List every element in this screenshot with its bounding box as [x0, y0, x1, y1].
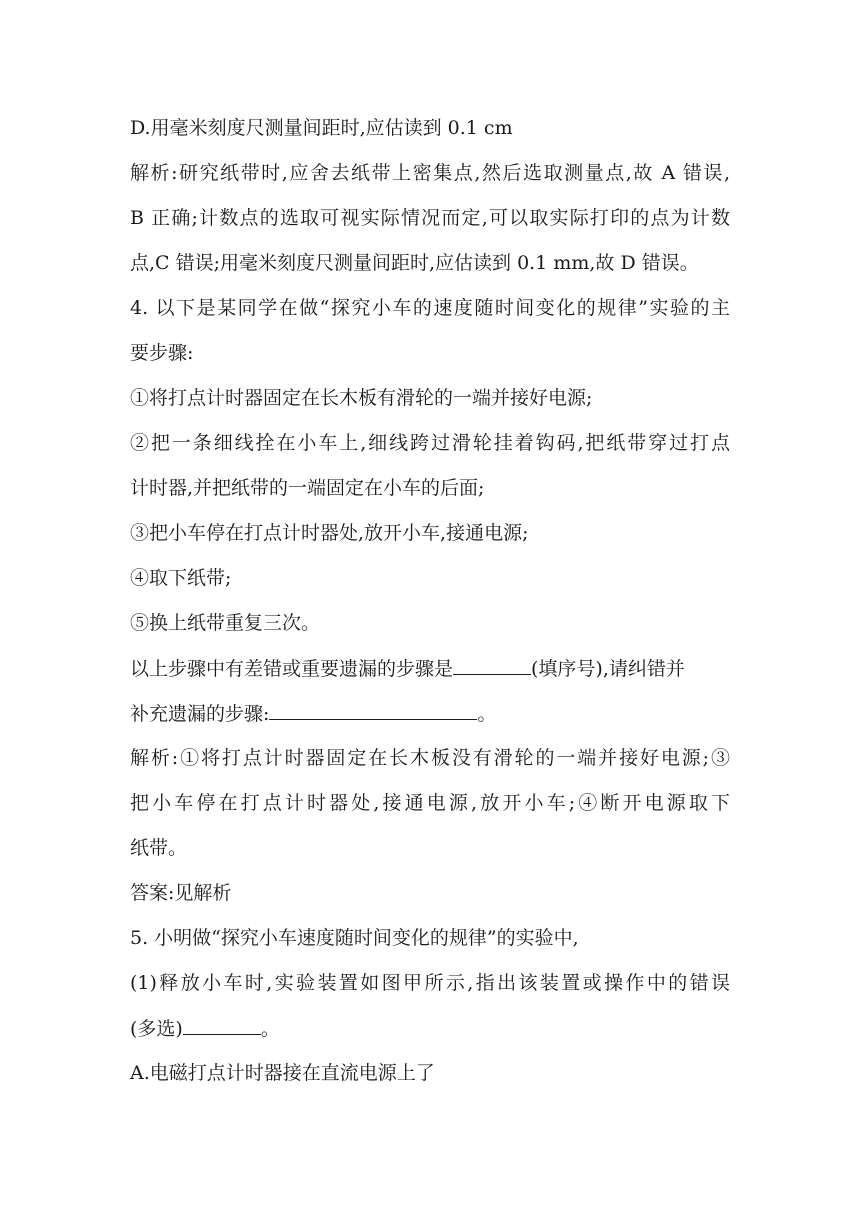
q4-prompt-text-a: 以上步骤中有差错或重要遗漏的步骤是	[130, 658, 454, 680]
q3-option-d: D.用毫米刻度尺测量间距时,应估读到 0.1 cm	[130, 117, 513, 139]
q4-answer-blank-2[interactable]	[269, 701, 477, 720]
q4-step-4: ④取下纸带;	[130, 567, 232, 589]
q4-step-3: ③把小车停在打点计时器处,放开小车,接通电源;	[130, 522, 529, 544]
q4-prompt-text-d: 。	[477, 703, 497, 725]
q5-part1-line-1: (1)释放小车时,实验装置如图甲所示,指出该装置或操作中的错误	[130, 972, 730, 994]
q3-analysis-line-2: B 正确;计数点的选取可视实际情况而定,可以取实际打印的点为计数	[130, 207, 730, 229]
q4-prompt-line-2	[130, 701, 496, 726]
q4-prompt-text-c: 补充遗漏的步骤:	[130, 703, 270, 725]
q5-part1-text-a: (多选)	[130, 1018, 183, 1040]
q4-step-5: ⑤换上纸带重复三次。	[130, 612, 321, 634]
q5-part1-line-2	[130, 1016, 280, 1041]
q4-step-1: ①将打点计时器固定在长木板有滑轮的一端并接好电源;	[130, 387, 593, 409]
q3-analysis-line-1: 解析:研究纸带时,应舍去纸带上密集点,然后选取测量点,故 A 错误,	[130, 162, 730, 184]
q3-analysis-line-3: 点,C 错误;用毫米刻度尺测量间距时,应估读到 0.1 mm,故 D 错误。	[130, 252, 699, 274]
q4-step-2-line-2: 计时器,并把纸带的一端固定在小车的后面;	[130, 477, 485, 499]
q4-answer: 答案:见解析	[130, 882, 232, 904]
q4-analysis-line-2: 把小车停在打点计时器处,接通电源,放开小车;④断开电源取下	[130, 792, 730, 814]
q4-analysis-line-3: 纸带。	[130, 837, 188, 859]
q4-step-2-line-1: ②把一条细线拴在小车上,细线跨过滑轮挂着钩码,把纸带穿过打点	[130, 432, 730, 454]
q5-part1-text-b: 。	[260, 1018, 280, 1040]
q4-stem-line-1: 4. 以下是某同学在做“探究小车的速度随时间变化的规律”实验的主	[130, 297, 730, 319]
q4-prompt-line-1	[130, 656, 685, 681]
q5-answer-blank[interactable]	[183, 1016, 261, 1035]
q4-prompt-text-b: (填序号),请纠错并	[531, 658, 685, 680]
q5-option-a: A.电磁打点计时器接在直流电源上了	[130, 1062, 435, 1084]
q4-answer-blank-1[interactable]	[453, 656, 531, 675]
q5-stem: 5. 小明做“探究小车速度随时间变化的规律”的实验中,	[130, 927, 579, 949]
q4-stem-line-2: 要步骤:	[130, 342, 194, 364]
q4-analysis-line-1: 解析:①将打点计时器固定在长木板没有滑轮的一端并接好电源;③	[130, 747, 730, 769]
